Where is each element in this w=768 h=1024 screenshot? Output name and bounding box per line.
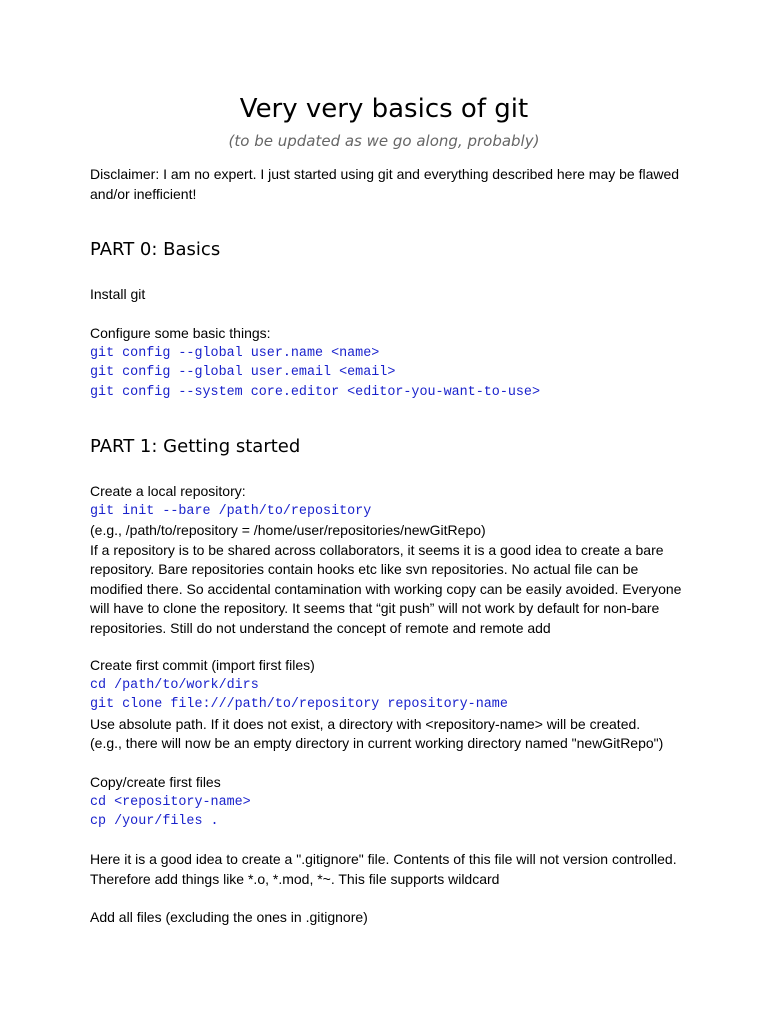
configure-intro: Configure some basic things:	[90, 325, 271, 341]
config-command: git config --system core.editor <editor-you-want-to-use>	[90, 384, 540, 400]
gitignore-block	[90, 850, 685, 889]
init-command: git init --bare /path/to/repository	[90, 503, 372, 519]
add-all-block	[90, 908, 685, 928]
clone-example: (e.g., there will now be an empty directory in current working directory named "newGitRepo")	[90, 735, 664, 751]
clone-command: git clone file:///path/to/repository repository-name	[90, 697, 508, 712]
config-command: git config --global user.email <email>	[90, 365, 396, 380]
copy-command: cp /your/files .	[90, 814, 219, 829]
create-repo-intro: Create a local repository:	[90, 483, 246, 499]
part1-heading: PART 1: Getting started	[90, 436, 301, 457]
first-commit-intro: Create first commit (import first files)	[90, 657, 315, 673]
copy-intro: Copy/create first files	[90, 774, 221, 790]
disclaimer-block	[90, 165, 685, 204]
bare-explanation: If a repository is to be shared across collaborators, it seems it is a good idea to create a bare repository. Bare repositories contain hooks etc like svn repositories. No actual file can be modified there. So accidental contamination with working copy can be easily avoided. Everyone will have to clone the repository. It seems that “git push” will not work by default for non-bare repositories. Still do not understand the concept of remote and remote add	[90, 541, 682, 636]
clone-note: Use absolute path. If it does not exist, a directory with <repository-name> will be created.	[90, 715, 641, 732]
add-all-intro: Add all files (excluding the ones in .gitignore)	[90, 909, 368, 925]
copy-command: cd <repository-name>	[90, 794, 251, 810]
config-command: git config --global user.name <name>	[90, 345, 380, 361]
first-commit-block	[90, 656, 685, 754]
disclaimer-text: Disclaimer: I am no expert. I just started using git and everything described here may be flawed and/or inefficient!	[90, 166, 680, 202]
init-example: (e.g., /path/to/repository = /home/user/repositories/newGitRepo)	[90, 522, 486, 538]
configure-block	[90, 324, 685, 402]
part0-heading: PART 0: Basics	[90, 239, 221, 260]
document-title: Very very basics of git	[239, 94, 529, 124]
clone-command: cd /path/to/work/dirs	[90, 677, 259, 693]
copy-files-block	[90, 773, 685, 832]
create-repo-block	[90, 482, 685, 638]
document-subtitle: (to be updated as we go along, probably)	[228, 132, 540, 150]
gitignore-note: Here it is a good idea to create a ".gitignore" file. Contents of this file will not version controlled. Therefore add things like *.o, *.mod, *~. This file supports wildcard	[90, 851, 677, 887]
install-block	[90, 285, 685, 305]
install-text: Install git	[90, 286, 146, 302]
